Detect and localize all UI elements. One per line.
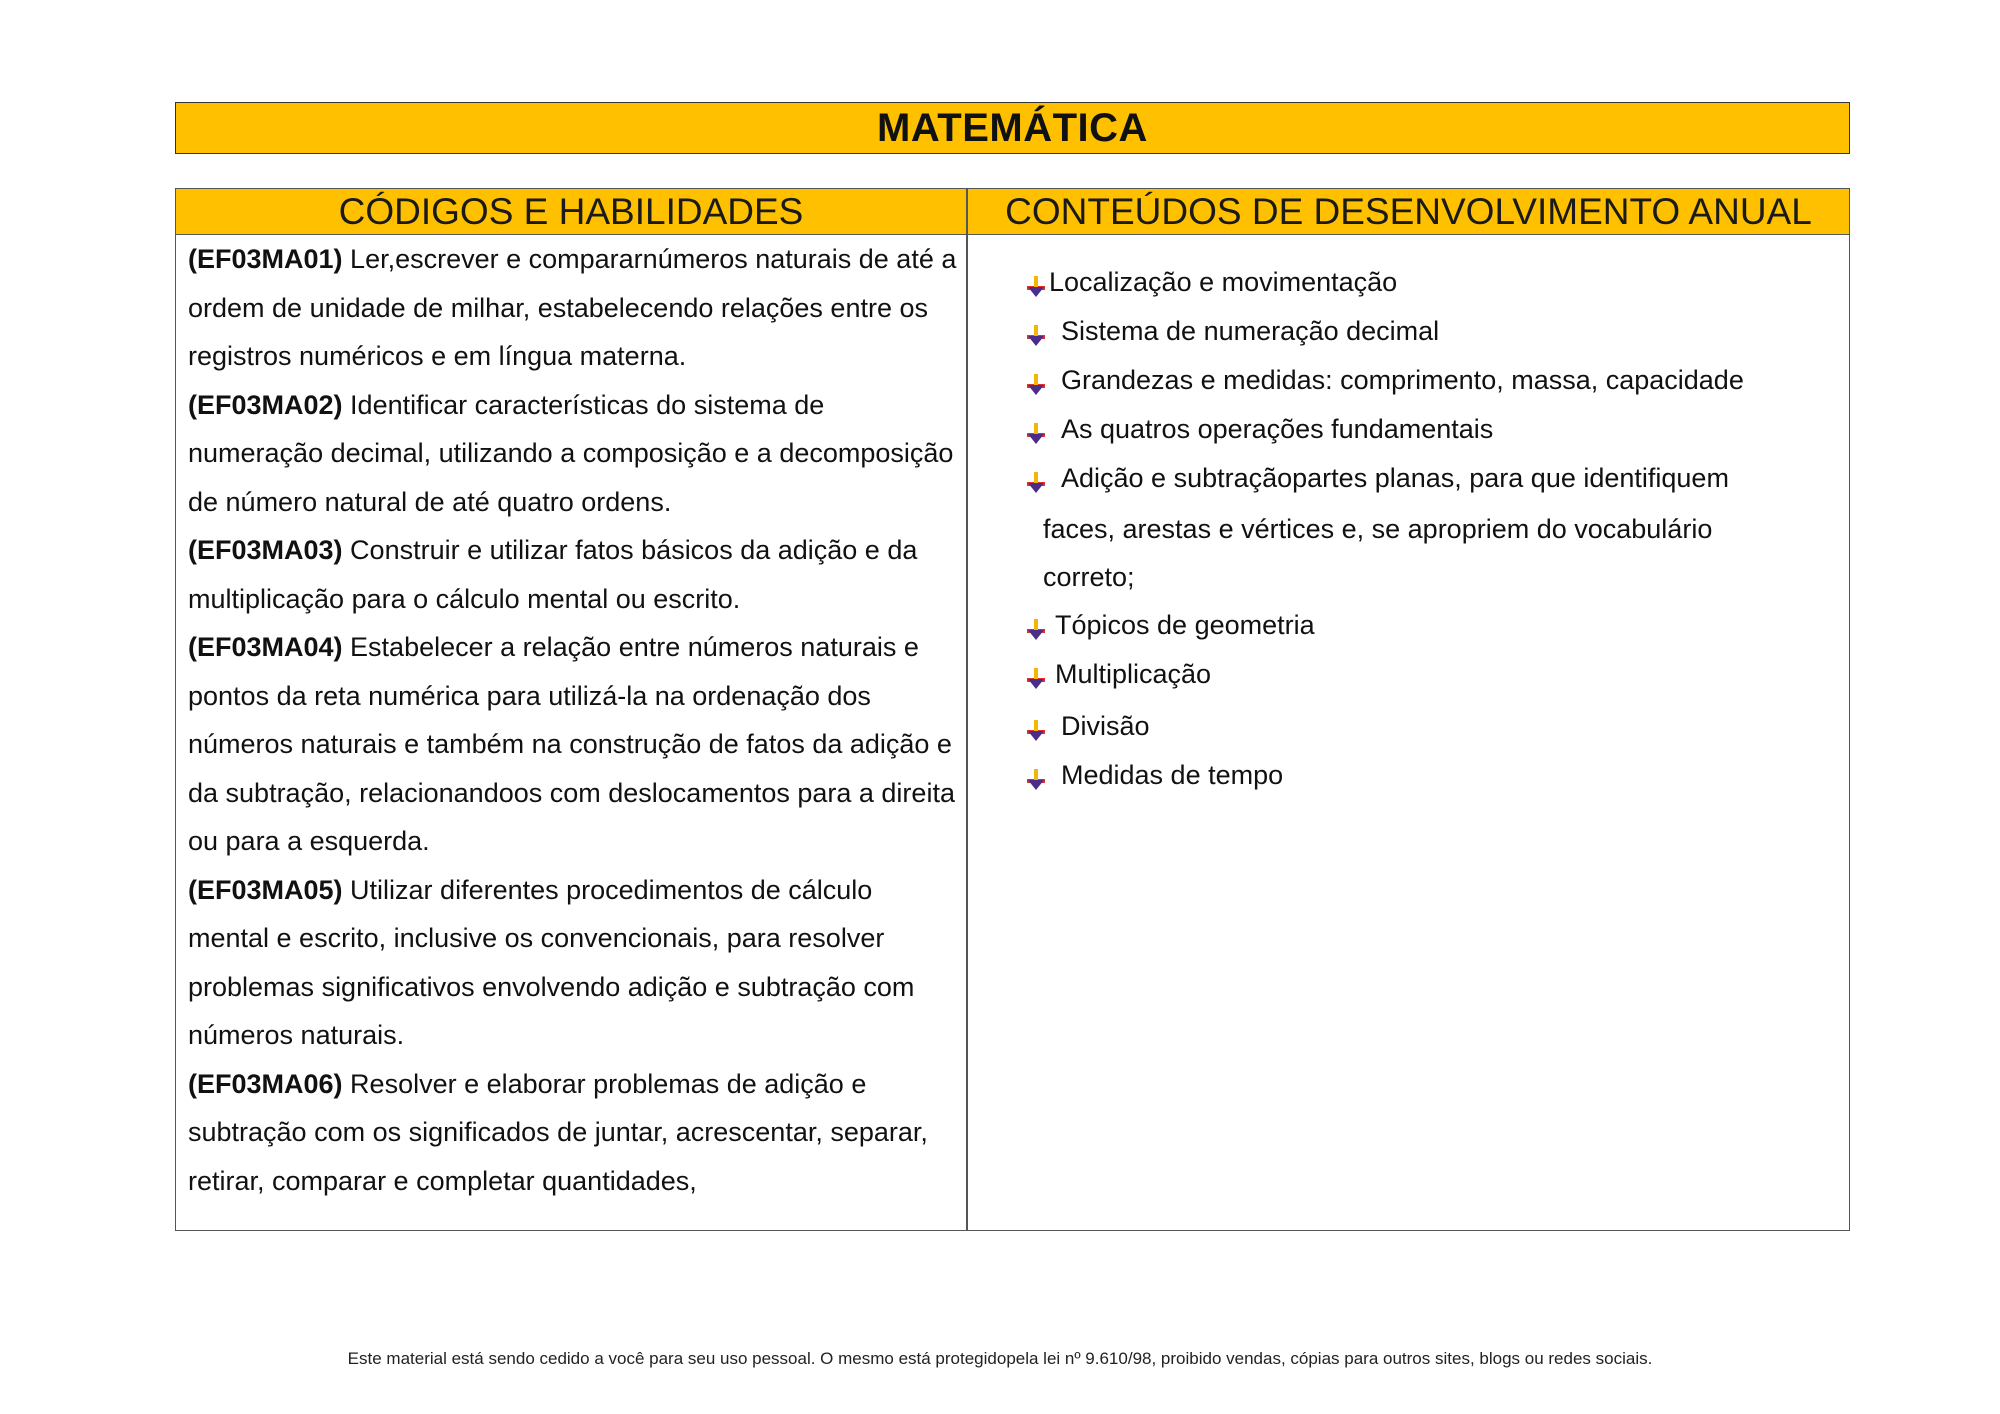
arrow-down-bullet-icon: [1023, 616, 1049, 642]
content-item-text: faces, arestas e vértices e, se apropriem do vocabulário: [1043, 514, 1713, 544]
skill-item: [188, 1060, 958, 1206]
content-item: [1023, 612, 1315, 649]
content-item-text: correto;: [1043, 562, 1135, 592]
content-item: [1023, 762, 1283, 799]
content-item: [1023, 318, 1439, 355]
content-item-text: Localização e movimentação: [1049, 267, 1398, 297]
skill-text: Estabelecer a relação entre números naturais e pontos da reta numérica para utilizá-la na ordenação dos números naturais e também na construção de fatos da adição e da subtração, relacionandoos com deslocamentos para a direita ou para a esquerda.: [188, 632, 955, 856]
copyright-footer: Este material está sendo cedido a você para seu uso pessoal. O mesmo está protegidopela lei nº 9.610/98, proibido vendas, cópias para outros sites, blogs ou redes sociais.: [347, 1349, 1653, 1368]
content-item: [1023, 713, 1150, 750]
skill-item: [188, 381, 958, 527]
skill-code: (EF03MA01): [188, 244, 343, 274]
arrow-down-bullet-icon: [1023, 665, 1049, 691]
content-item: [1023, 269, 1397, 306]
skill-item: [188, 526, 958, 623]
skill-text: Construir e utilizar fatos básicos da adição e da multiplicação para o cálculo mental ou escrito.: [188, 535, 918, 614]
content-item-text: As quatros operações fundamentais: [1061, 414, 1494, 444]
arrow-down-bullet-icon: [1023, 766, 1049, 792]
column-divider: [966, 189, 968, 1230]
content-item: [1023, 416, 1493, 453]
arrow-down-bullet-icon: [1023, 420, 1049, 446]
content-item: [1023, 465, 1729, 601]
skills-table: [175, 188, 1850, 1231]
skill-code: (EF03MA06): [188, 1068, 343, 1099]
header-annual-contents: CONTEÚDOS DE DESENVOLVIMENTO ANUAL: [1005, 190, 1812, 232]
skill-text: Resolver e elaborar problemas de adição e subtração com os significados de juntar, acrescentar, separar, retirar, comparar e completar quantidades,: [188, 1068, 928, 1196]
skill-item: [188, 623, 958, 866]
skill-code: (EF03MA03): [188, 535, 343, 565]
content-item-text: Tópicos de geometria: [1055, 610, 1315, 640]
arrow-down-bullet-icon: [1023, 371, 1049, 397]
skill-code: (EF03MA05): [188, 874, 343, 905]
skills-column: [188, 235, 958, 1205]
content-item: [1023, 661, 1211, 698]
content-item-text: Multiplicação: [1055, 659, 1212, 689]
skill-code: (EF03MA04): [188, 632, 343, 662]
content-item-text: Sistema de numeração decimal: [1061, 316, 1440, 346]
content-item-text: Grandezas e medidas: comprimento, massa, capacidade: [1061, 365, 1744, 395]
skill-code: (EF03MA02): [188, 389, 343, 420]
arrow-down-bullet-icon: [1023, 322, 1049, 348]
content-item: [1023, 367, 1744, 404]
skill-item: [188, 866, 958, 1060]
skill-text: Ler,escrever e compararnúmeros naturais de até a ordem de unidade de milhar, estabelecendo relações entre os registros numéricos e em língua materna.: [188, 244, 957, 371]
content-item-text: Adição e subtraçãopartes planas, para que identifiquem: [1061, 463, 1729, 493]
arrow-down-bullet-icon: [1023, 273, 1049, 299]
content-item-text: Divisão: [1061, 711, 1150, 741]
skill-text: Utilizar diferentes procedimentos de cálculo mental e escrito, inclusive os convencionais, para resolver problemas significativos envolvendo adição e subtração com números naturais.: [188, 874, 915, 1050]
content-item-text: Medidas de tempo: [1061, 760, 1284, 790]
page-title: MATEMÁTICA: [175, 102, 1850, 154]
header-codes-skills: CÓDIGOS E HABILIDADES: [338, 190, 804, 232]
skill-item: [188, 235, 958, 381]
arrow-down-bullet-icon: [1023, 469, 1049, 495]
table-header-row: [176, 189, 1849, 235]
skill-text: Identificar características do sistema de numeração decimal, utilizando a composição e a decomposição de número natural de até quatro ordens.: [188, 389, 954, 517]
arrow-down-bullet-icon: [1023, 717, 1049, 743]
